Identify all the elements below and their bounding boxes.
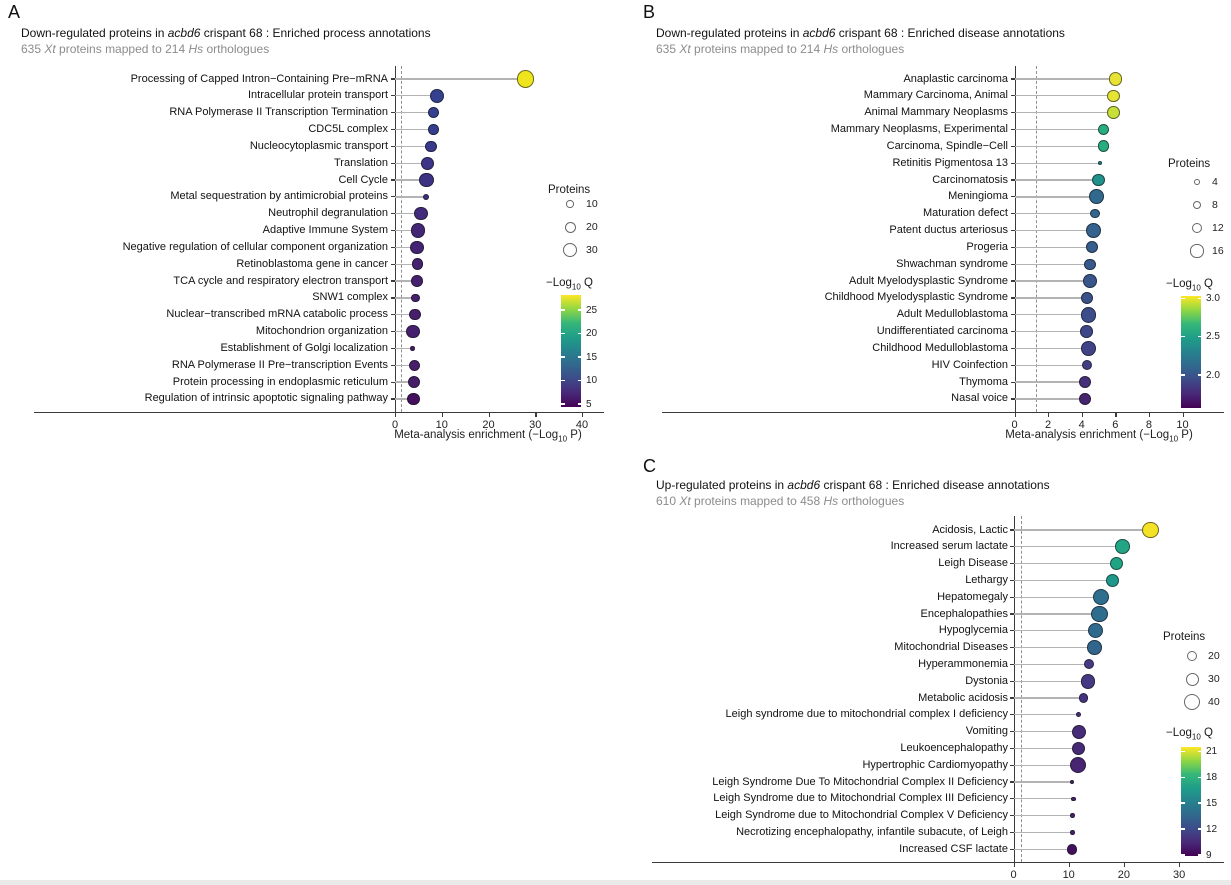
data-point [421,157,434,170]
size-legend-title: Proteins [548,184,591,196]
lollipop-stem [1014,681,1089,682]
x-tick-label: 8 [1145,419,1152,431]
data-point [1088,623,1103,638]
legend-circle [1193,201,1201,209]
lollipop-stem [1014,832,1073,833]
colorbar-tick [1198,828,1202,830]
lollipop-stem [1014,546,1123,547]
data-point [410,241,424,255]
data-point [1086,223,1101,238]
legend-circle [1192,223,1203,234]
colorbar-tick [1181,751,1185,753]
panel-c-letter: C [643,456,656,476]
x-tick [395,413,396,417]
data-point [1080,325,1093,338]
category-label: Acidosis, Lactic [932,523,1008,536]
colorbar [561,295,581,407]
data-point [406,325,420,339]
size-legend-title: Proteins [1163,631,1206,643]
x-tick [1149,413,1150,417]
data-point [409,360,420,371]
colorbar-tick-label: 20 [586,328,598,340]
category-label: HIV Coinfection [931,358,1008,371]
legend-circle [1184,694,1200,710]
lollipop-stem [1014,664,1089,665]
category-label: Nuclear−transcribed mRNA catabolic process [166,308,388,321]
category-label: Regulation of intrinsic apoptotic signaling pathway [144,392,388,405]
x-axis-line [34,412,604,413]
colorbar-title: −Log$_{10}$ Q [546,277,593,292]
category-label: TCA cycle and respiratory electron transport [173,274,388,287]
colorbar-tick [561,356,565,358]
colorbar-title: −Log$_{10}$ Q [1166,278,1213,293]
data-point [1084,259,1095,270]
colorbar-tick [578,309,582,311]
lollipop-stem [1014,563,1117,564]
data-point [1086,241,1098,253]
x-tick [442,413,443,417]
category-label: Hypertrophic Cardiomyopathy [862,758,1008,771]
category-label: Shwachman syndrome [896,257,1008,270]
colorbar-tick-label: 15 [586,351,598,363]
threshold-line [401,66,402,412]
data-point [1079,693,1088,702]
category-label: Retinitis Pigmentosa 13 [892,156,1008,169]
lollipop-stem [1015,163,1101,164]
x-tick-label: 0 [1011,419,1018,431]
legend-value-label: 8 [1212,199,1218,211]
x-tick-label: 6 [1112,419,1119,431]
data-point [1071,797,1076,802]
lollipop-stem [395,78,525,79]
data-point [407,393,420,406]
category-label: Nucleocytoplasmic transport [249,139,388,152]
data-point [1109,72,1122,85]
lollipop-stem [1015,314,1089,315]
data-point [408,376,420,388]
x-tick-label: 30 [529,419,542,431]
x-tick [582,413,583,417]
legend-value-label: 30 [1208,673,1220,685]
category-label: Progeria [966,240,1008,253]
category-label: Processing of Capped Intron−Containing Pre−mRNA [130,72,388,85]
category-label: Childhood Medulloblastoma [872,341,1008,354]
legend-value-label: 40 [1208,696,1220,708]
data-point [1092,174,1105,187]
category-label: Cell Cycle [338,173,388,186]
colorbar-tick [1181,802,1185,804]
lollipop-stem [1015,78,1116,79]
colorbar-tick-label: 5 [586,398,592,410]
colorbar-tick [561,333,565,335]
data-point [1107,106,1120,119]
lollipop-stem [1015,196,1097,197]
data-point [411,223,425,237]
category-label: Hepatomegaly [937,590,1008,603]
axis-title: Meta-analysis enrichment (−Log$_{10}$ P) [394,429,582,444]
colorbar-tick [578,403,582,405]
lollipop-stem [1015,280,1091,281]
x-tick-label: 20 [482,419,495,431]
category-label: Leigh Disease [938,557,1008,570]
category-label: Carcinomatosis [932,173,1008,186]
category-label: Hypoglycemia [938,624,1008,637]
data-point [1098,124,1110,136]
data-point [423,194,429,200]
category-label: Adult Myelodysplastic Syndrome [849,274,1008,287]
category-label: Increased serum lactate [890,540,1008,553]
colorbar-tick-label: 2.0 [1206,369,1220,381]
legend-value-label: 30 [586,244,598,256]
data-point [1091,606,1107,622]
x-tick-label: 0 [1010,869,1017,881]
data-point [419,173,434,188]
legend-value-label: 16 [1212,245,1224,257]
data-point [430,89,445,104]
colorbar-tick-label: 10 [586,375,598,387]
legend-value-label: 4 [1212,176,1218,188]
category-label: Metabolic acidosis [918,691,1008,704]
category-label: Carcinoma, Spindle−Cell [886,139,1008,152]
colorbar-tick [1181,298,1185,300]
lollipop-stem [1015,230,1094,231]
colorbar-tick-label: 3.0 [1206,292,1220,304]
category-label: Mitochondrion organization [255,325,388,338]
category-label: Hyperammonemia [918,657,1008,670]
lollipop-stem [1015,297,1087,298]
colorbar-tick-label: 18 [1206,771,1218,783]
data-point [425,141,436,152]
category-label: Patent ductus arteriosus [889,224,1008,237]
panel-b-subtitle: 635 Xt proteins mapped to 214 Hs orthologues [656,42,905,56]
lollipop-stem [395,196,426,197]
colorbar-tick [1198,802,1202,804]
category-label: Animal Mammary Neoplasms [864,106,1008,119]
colorbar-tick [1198,777,1202,779]
category-label: Nasal voice [951,392,1008,405]
y-axis-line [1014,516,1015,862]
colorbar-tick [1198,374,1202,376]
x-tick-label: 4 [1078,419,1085,431]
x-tick-label: 0 [391,419,399,431]
data-point [412,258,424,270]
legend-circle [1194,179,1200,185]
x-tick [1048,413,1049,417]
category-label: Negative regulation of cellular component organization [122,240,388,253]
x-tick [1082,413,1083,417]
data-point [411,294,419,302]
legend-circle [563,243,578,258]
category-label: Retinoblastoma gene in cancer [236,257,388,270]
panel-b-title: Down-regulated proteins in acbd6 crispant 68 : Enriched disease annotations [656,26,1065,40]
colorbar-tick [561,403,565,405]
panel-c-subtitle: 610 Xt proteins mapped to 458 Hs orthologues [656,494,905,508]
data-point [1110,557,1123,570]
colorbar-tick-label: 25 [586,304,598,316]
category-label: Encephalopathies [920,607,1008,620]
x-tick [1124,863,1125,867]
x-tick-label: 2 [1045,419,1052,431]
legend-value-label: 12 [1212,222,1224,234]
data-point [1087,640,1102,655]
lollipop-stem [1014,580,1113,581]
data-point [1090,209,1100,219]
category-label: Undifferentiated carcinoma [876,325,1008,338]
lollipop-stem [1015,213,1096,214]
panel-a-title: Down-regulated proteins in acbd6 crispant 68 : Enriched process annotations [21,26,431,40]
x-tick-label: 10 [1062,869,1075,881]
data-point [1098,161,1102,165]
data-point [1081,341,1096,356]
panel-a-subtitle: 635 Xt proteins mapped to 214 Hs orthologues [21,42,270,56]
x-tick [1115,413,1116,417]
category-label: Intracellular protein transport [247,89,388,102]
lollipop-stem [1014,849,1073,850]
colorbar-tick [1181,828,1185,830]
data-point [428,124,439,135]
colorbar [1181,296,1201,408]
x-tick-label: 30 [1172,869,1186,881]
category-label: Protein processing in endoplasmic reticulum [172,375,388,388]
category-label: Mitochondrial Diseases [894,641,1008,654]
colorbar-tick-label: 12 [1206,823,1218,835]
size-legend-title: Proteins [1168,158,1211,170]
category-label: Mammary Neoplasms, Experimental [830,123,1008,136]
data-point [1072,725,1086,739]
category-label: Vomiting [965,725,1008,738]
colorbar-tick-label: 15 [1206,797,1218,809]
category-label: Leigh Syndrome Due To Mitochondrial Complex II Deficiency [712,775,1008,788]
category-label: Translation [333,156,388,169]
category-label: Necrotizing encephalopathy, infantile subacute, of Leigh [736,825,1008,838]
category-label: Leigh Syndrome due to Mitochondrial Complex III Deficiency [713,792,1008,805]
data-point [1083,274,1097,288]
data-point [1081,674,1096,689]
axis-title: Meta-analysis enrichment (−Log$_{10}$ P) [1005,429,1193,444]
category-label: CDC5L complex [308,123,388,136]
colorbar-tick [561,309,565,311]
data-point [428,107,439,118]
legend-circle [1186,673,1199,686]
legend-value-label: 20 [1208,650,1220,662]
x-tick-label: 10 [435,419,448,431]
data-point [410,346,415,351]
lollipop-stem [1015,381,1086,382]
data-point [1142,522,1159,539]
lollipop-stem [1015,348,1089,349]
category-label: Dystonia [965,674,1008,687]
x-tick [535,413,536,417]
category-label: Metal sequestration by antimicrobial proteins [170,190,388,203]
category-label: Childhood Myelodysplastic Syndrome [824,291,1008,304]
lollipop-stem [1014,597,1101,598]
lollipop-stem [1015,95,1114,96]
lollipop-stem [1014,731,1079,732]
data-point [1079,376,1092,389]
legend-value-label: 20 [586,221,598,233]
x-tick [489,413,490,417]
data-point [1107,90,1120,103]
colorbar-tick-label: 9 [1206,849,1212,861]
data-point [1070,757,1086,773]
category-label: Adaptive Immune System [262,224,388,237]
colorbar-tick-label: 2.5 [1206,331,1220,343]
data-point [411,275,423,287]
y-axis-line [395,66,396,412]
lollipop-stem [1014,697,1084,698]
colorbar-tick [1181,336,1185,338]
category-label: Leigh Syndrome due to Mitochondrial Complex V Deficiency [715,809,1008,822]
lollipop-stem [1015,129,1104,130]
colorbar-tick [1181,374,1185,376]
colorbar-tick [578,333,582,335]
category-label: Maturation defect [923,207,1008,220]
lollipop-stem [1015,112,1114,113]
data-point [1076,712,1081,717]
lollipop-stem [1014,815,1073,816]
colorbar-tick [1198,854,1202,856]
x-tick [1183,413,1184,417]
colorbar-tick [578,356,582,358]
threshold-line [1036,66,1037,412]
category-label: RNA Polymerase II Transcription Termination [169,106,388,119]
data-point [1070,813,1075,818]
x-tick [1015,413,1016,417]
legend-circle [565,222,576,233]
data-point [517,70,534,87]
lollipop-stem [1014,781,1073,782]
legend-value-label: 10 [586,198,598,210]
threshold-line [1021,516,1022,862]
colorbar-title: −Log$_{10}$ Q [1166,727,1213,742]
x-tick [1014,863,1015,867]
lollipop-stem [1015,365,1087,366]
x-axis-line [652,862,1224,863]
data-point [1081,307,1097,323]
data-point [1067,844,1078,855]
category-label: Leigh syndrome due to mitochondrial complex I deficiency [725,708,1008,721]
category-label: SNW1 complex [312,291,388,304]
data-point [414,207,427,220]
lollipop-stem [1014,529,1151,530]
category-label: Lethargy [965,573,1008,586]
data-point [1082,360,1092,370]
x-tick-label: 20 [1117,869,1131,881]
x-tick [1179,863,1180,867]
colorbar-tick [1181,854,1185,856]
category-label: Adult Medulloblastoma [896,308,1008,321]
legend-circle [1187,651,1197,661]
x-tick-label: 40 [575,419,589,431]
data-point [1070,780,1075,785]
panel-a-letter: A [8,2,21,22]
panel-c-title: Up-regulated proteins in acbd6 crispant 68 : Enriched disease annotations [656,478,1050,492]
data-point [1106,574,1119,587]
lollipop-stem [1014,765,1078,766]
data-point [1084,659,1094,669]
colorbar-tick-label: 21 [1206,745,1218,757]
data-point [409,309,420,320]
data-point [1089,189,1104,204]
category-label: Leukoencephalopathy [900,741,1008,754]
category-label: Anaplastic carcinoma [903,72,1008,85]
x-axis-line [662,412,1224,413]
legend-circle [1190,244,1203,257]
data-point [1115,539,1130,554]
lollipop-stem [1015,331,1087,332]
lollipop-stem [1014,647,1095,648]
data-point [1079,393,1091,405]
data-point [1098,140,1110,152]
lollipop-stem [1015,398,1086,399]
category-label: RNA Polymerase II Pre−transcription Events [171,358,388,371]
category-label: Meningioma [948,190,1008,203]
x-tick-label: 10 [1176,419,1189,431]
panel-b-letter: B [643,2,656,22]
legend-circle [566,200,574,208]
colorbar-tick [1198,336,1202,338]
colorbar-tick [1181,777,1185,779]
category-label: Establishment of Golgi localization [220,341,388,354]
data-point [1093,589,1109,605]
category-label: Increased CSF lactate [899,842,1008,855]
colorbar-tick [1198,751,1202,753]
lollipop-stem [1015,179,1099,180]
lollipop-stem [1014,714,1079,715]
category-label: Neutrophil degranulation [268,207,388,220]
x-tick [1069,863,1070,867]
lollipop-stem [1014,613,1100,614]
lollipop-stem [1015,146,1104,147]
lollipop-stem [1015,264,1091,265]
data-point [1072,742,1085,755]
colorbar-tick [561,380,565,382]
bottom-strip [0,880,1231,885]
category-label: Mammary Carcinoma, Animal [863,89,1008,102]
lollipop-stem [1014,630,1096,631]
colorbar-tick [578,380,582,382]
lollipop-stem [1015,247,1092,248]
colorbar-tick [1198,298,1202,300]
category-label: Thymoma [959,375,1008,388]
lollipop-stem [1014,798,1074,799]
lollipop-stem [1014,748,1079,749]
data-point [1070,830,1075,835]
data-point [1081,292,1093,304]
y-axis-line [1015,66,1016,412]
